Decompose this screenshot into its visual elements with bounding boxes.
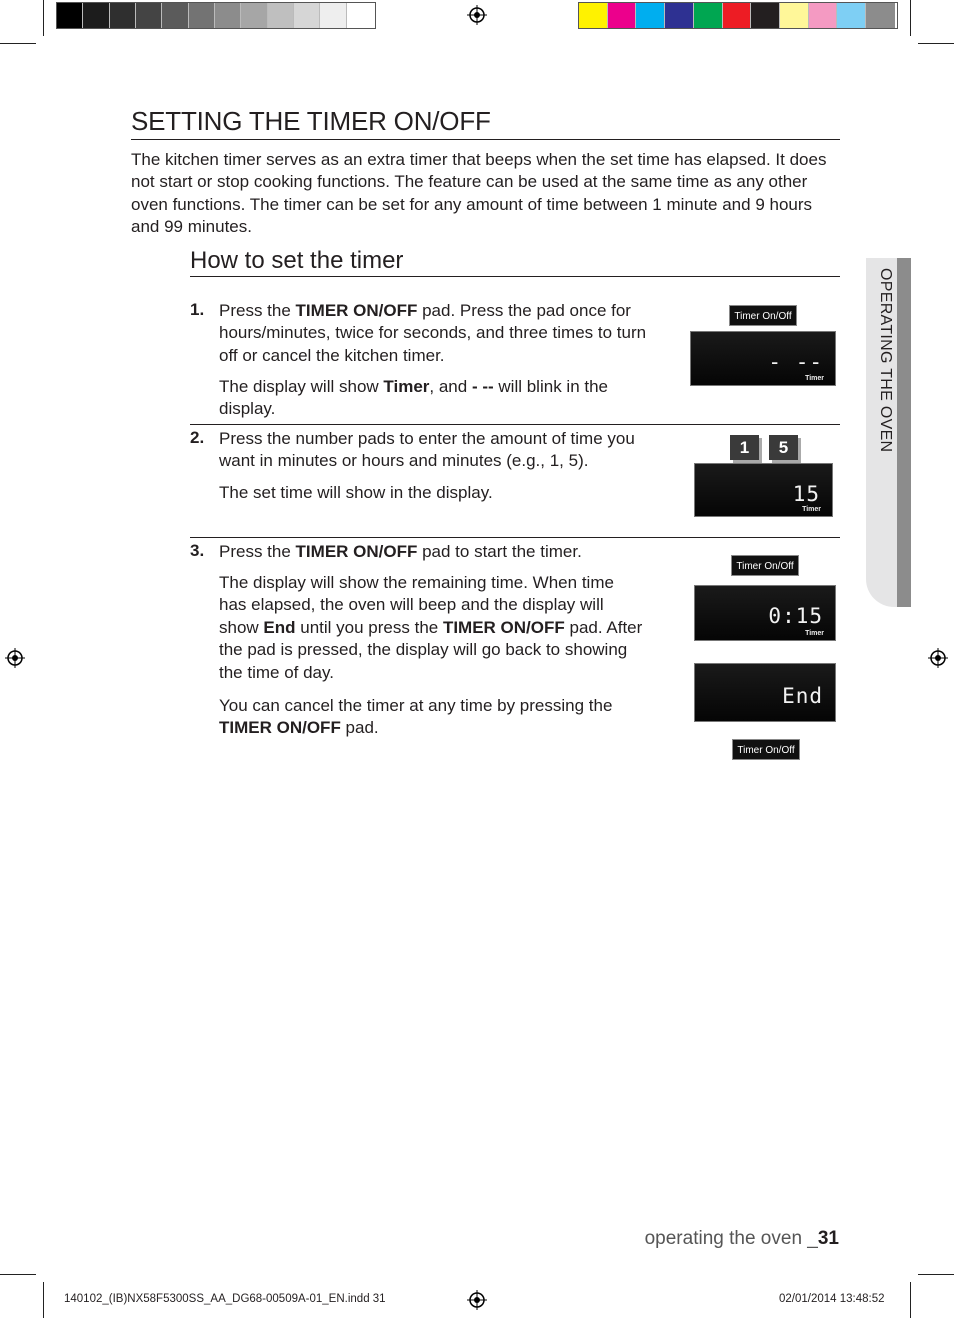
gray-swatch xyxy=(294,3,320,28)
color-swatch xyxy=(665,3,694,28)
step-2-instruction: Press the number pads to enter the amount of time you want in minutes or hours and minutes (e.g., 1, 5). xyxy=(219,429,635,471)
page-title: SETTING THE TIMER ON/OFF xyxy=(131,106,491,136)
title-divider xyxy=(131,139,840,140)
color-swatch xyxy=(780,3,809,28)
intro-paragraph: The kitchen timer serves as an extra timer that beeps when the set time has elapsed. It does not start or stop cooking functions. The feature can be used at the same time as any other oven functions. The timer can be set for any amount of time between 1 minute and 9 hours and 99 minutes. xyxy=(131,150,827,237)
display-digits: - -- xyxy=(768,350,823,374)
color-swatch xyxy=(866,3,895,28)
step-divider xyxy=(190,537,840,538)
crop-mark xyxy=(918,1274,954,1275)
page-number: 31 xyxy=(817,1228,839,1249)
chapter-side-tab xyxy=(866,258,911,607)
gray-swatch xyxy=(136,3,162,28)
gray-swatch xyxy=(320,3,346,28)
crop-mark xyxy=(0,43,36,44)
color-swatch xyxy=(636,3,665,28)
timer-on-off-pad-figure: Timer On/Off xyxy=(729,305,797,326)
subtitle-divider xyxy=(190,276,840,277)
gray-swatch xyxy=(347,3,373,28)
print-slug-filename: 140102_(IB)NX58F5300SS_AA_DG68-00509A-01_EN.indd 31 xyxy=(64,1293,386,1305)
footer-section-name: operating the oven _ xyxy=(644,1228,818,1249)
step-number: 3. xyxy=(190,541,205,560)
side-tab-label: OPERATING THE OVEN xyxy=(877,268,894,453)
color-swatch xyxy=(723,3,752,28)
print-slug-date: 02/01/2014 13:48:52 xyxy=(779,1293,885,1305)
crop-mark xyxy=(910,1282,911,1318)
gray-swatch xyxy=(241,3,267,28)
oven-display-figure xyxy=(694,663,836,722)
color-swatch xyxy=(809,3,838,28)
step-3-instruction: Press the TIMER ON/OFF pad to start the timer. xyxy=(219,542,582,561)
step-1-instruction: Press the TIMER ON/OFF pad. Press the pad once for hours/minutes, twice for seconds, and three times to turn off or cancel the kitchen timer. xyxy=(219,301,647,365)
color-swatch xyxy=(579,3,608,28)
section-subtitle: How to set the timer xyxy=(190,247,404,274)
number-key-1-figure: 1 xyxy=(730,435,759,460)
gray-swatch xyxy=(83,3,109,28)
step-number: 1. xyxy=(190,300,205,319)
color-swatch xyxy=(608,3,637,28)
display-timer-label: Timer xyxy=(805,375,824,382)
crop-mark xyxy=(0,1274,36,1275)
display-digits: 0:15 xyxy=(768,604,823,628)
step-1-result: The display will show Timer, and - -- will blink in the display. xyxy=(219,377,608,419)
timer-on-off-pad-figure: Timer On/Off xyxy=(732,739,800,760)
gray-swatch xyxy=(162,3,188,28)
registration-mark-icon xyxy=(928,648,948,668)
step-2-result: The set time will show in the display. xyxy=(219,483,493,502)
registration-mark-icon xyxy=(467,1290,487,1310)
oven-display-figure xyxy=(690,331,836,386)
page-footer xyxy=(645,1228,839,1250)
step-divider xyxy=(190,424,840,425)
oven-display-figure xyxy=(694,585,836,641)
gray-swatch xyxy=(268,3,294,28)
registration-mark-icon xyxy=(5,648,25,668)
color-swatch xyxy=(751,3,780,28)
step-3-result: The display will show the remaining time. When time has elapsed, the oven will beep and the display will show End until you press the TIMER ON/OFF pad. After the pad is pressed, the display will go back to showing the time of day. xyxy=(219,573,643,682)
number-key-5-figure: 5 xyxy=(769,435,798,460)
gray-swatch xyxy=(215,3,241,28)
grayscale-color-bar xyxy=(56,2,376,29)
timer-on-off-pad-figure: Timer On/Off xyxy=(731,555,799,576)
display-digits: 15 xyxy=(792,482,820,506)
gray-swatch xyxy=(57,3,83,28)
side-tab-edge xyxy=(897,258,911,607)
crop-mark xyxy=(43,1282,44,1318)
step-3-cancel-note: You can cancel the timer at any time by pressing the TIMER ON/OFF pad. xyxy=(219,696,613,738)
crop-mark xyxy=(910,0,911,36)
gray-swatch xyxy=(110,3,136,28)
registration-mark-icon xyxy=(467,5,487,25)
display-timer-label: Timer xyxy=(802,506,821,513)
oven-display-figure xyxy=(694,463,833,517)
step-number: 2. xyxy=(190,428,205,447)
display-digits: End xyxy=(782,684,823,708)
crop-mark xyxy=(43,0,44,36)
process-color-bar xyxy=(578,2,898,29)
crop-mark xyxy=(918,43,954,44)
gray-swatch xyxy=(189,3,215,28)
display-timer-label: Timer xyxy=(805,630,824,637)
color-swatch xyxy=(694,3,723,28)
color-swatch xyxy=(837,3,866,28)
